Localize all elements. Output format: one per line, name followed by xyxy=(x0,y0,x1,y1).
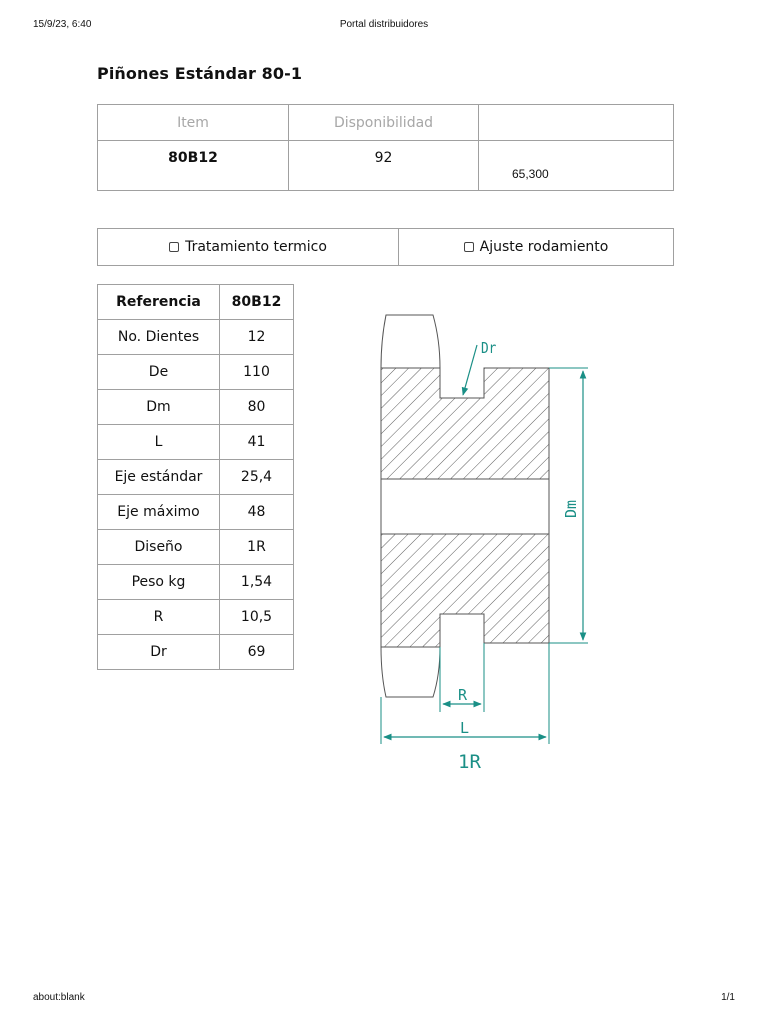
spec-row xyxy=(98,320,294,355)
page-title: Piñones Estándar 80-1 xyxy=(97,64,303,83)
spec-key: R xyxy=(98,600,220,635)
lower-body-section xyxy=(381,534,549,647)
spec-key: De xyxy=(98,355,220,390)
print-page-title: Portal distribuidores xyxy=(339,19,429,30)
spec-value: 69 xyxy=(220,635,294,670)
spec-header-row xyxy=(98,285,294,320)
stock-value: 92 xyxy=(374,150,393,166)
spec-key: L xyxy=(98,425,220,460)
option-tratamiento-termico[interactable] xyxy=(98,229,399,265)
spec-key: Dr xyxy=(98,635,220,670)
spec-row xyxy=(98,355,294,390)
spec-row xyxy=(98,565,294,600)
spec-row xyxy=(98,530,294,565)
spec-value: 12 xyxy=(220,320,294,355)
spec-value: 10,5 xyxy=(220,600,294,635)
availability-row xyxy=(98,141,674,191)
tratamiento-termico-checkbox[interactable] xyxy=(169,242,179,252)
ajuste-rodamiento-checkbox[interactable] xyxy=(464,242,474,252)
print-header xyxy=(0,19,768,33)
options-bar xyxy=(97,228,674,266)
option-ajuste-rodamiento[interactable] xyxy=(399,229,673,265)
column-header-disponibilidad: Disponibilidad xyxy=(289,105,479,141)
dm-label: Dm xyxy=(562,499,580,518)
spec-value: 110 xyxy=(220,355,294,390)
spec-key: Dm xyxy=(98,390,220,425)
spec-header-value: 80B12 xyxy=(220,285,294,320)
spec-key: Diseño xyxy=(98,530,220,565)
sprocket-drawing xyxy=(360,300,600,780)
spec-value: 48 xyxy=(220,495,294,530)
spec-row xyxy=(98,460,294,495)
spec-row xyxy=(98,390,294,425)
item-value: 80B12 xyxy=(168,150,218,166)
spec-header-key: Referencia xyxy=(98,285,220,320)
bottom-tooth xyxy=(381,647,440,697)
spec-row xyxy=(98,425,294,460)
dr-leader-line xyxy=(463,345,477,395)
bore xyxy=(381,479,549,534)
top-tooth xyxy=(381,315,440,368)
spec-key: Eje estándar xyxy=(98,460,220,495)
print-footer xyxy=(0,992,768,1006)
spec-table xyxy=(97,284,294,670)
spec-value: 25,4 xyxy=(220,460,294,495)
option-label: Ajuste rodamiento xyxy=(479,239,609,255)
spec-key: Eje máximo xyxy=(98,495,220,530)
upper-body-section xyxy=(381,368,549,479)
spec-row xyxy=(98,600,294,635)
stock-cell xyxy=(289,141,479,191)
price-value: 65,300 xyxy=(512,167,549,181)
column-header-item: Item xyxy=(98,105,289,141)
design-label: 1R xyxy=(458,751,481,773)
spec-value: 1R xyxy=(220,530,294,565)
spec-row xyxy=(98,635,294,670)
print-url: about:blank xyxy=(33,992,85,1003)
spec-value: 1,54 xyxy=(220,565,294,600)
column-header-price xyxy=(479,105,674,141)
r-label: R xyxy=(458,686,468,704)
availability-header-row xyxy=(98,105,674,141)
item-cell xyxy=(98,141,289,191)
spec-value: 80 xyxy=(220,390,294,425)
option-label: Tratamiento termico xyxy=(185,239,327,255)
spec-value: 41 xyxy=(220,425,294,460)
l-label: L xyxy=(460,719,470,737)
print-page-number: 1/1 xyxy=(721,992,735,1003)
price-cell xyxy=(479,141,674,191)
spec-row xyxy=(98,495,294,530)
spec-key: No. Dientes xyxy=(98,320,220,355)
spec-key: Peso kg xyxy=(98,565,220,600)
print-datetime: 15/9/23, 6:40 xyxy=(33,19,92,30)
dr-label: Dr xyxy=(481,340,497,358)
availability-table xyxy=(97,104,674,191)
